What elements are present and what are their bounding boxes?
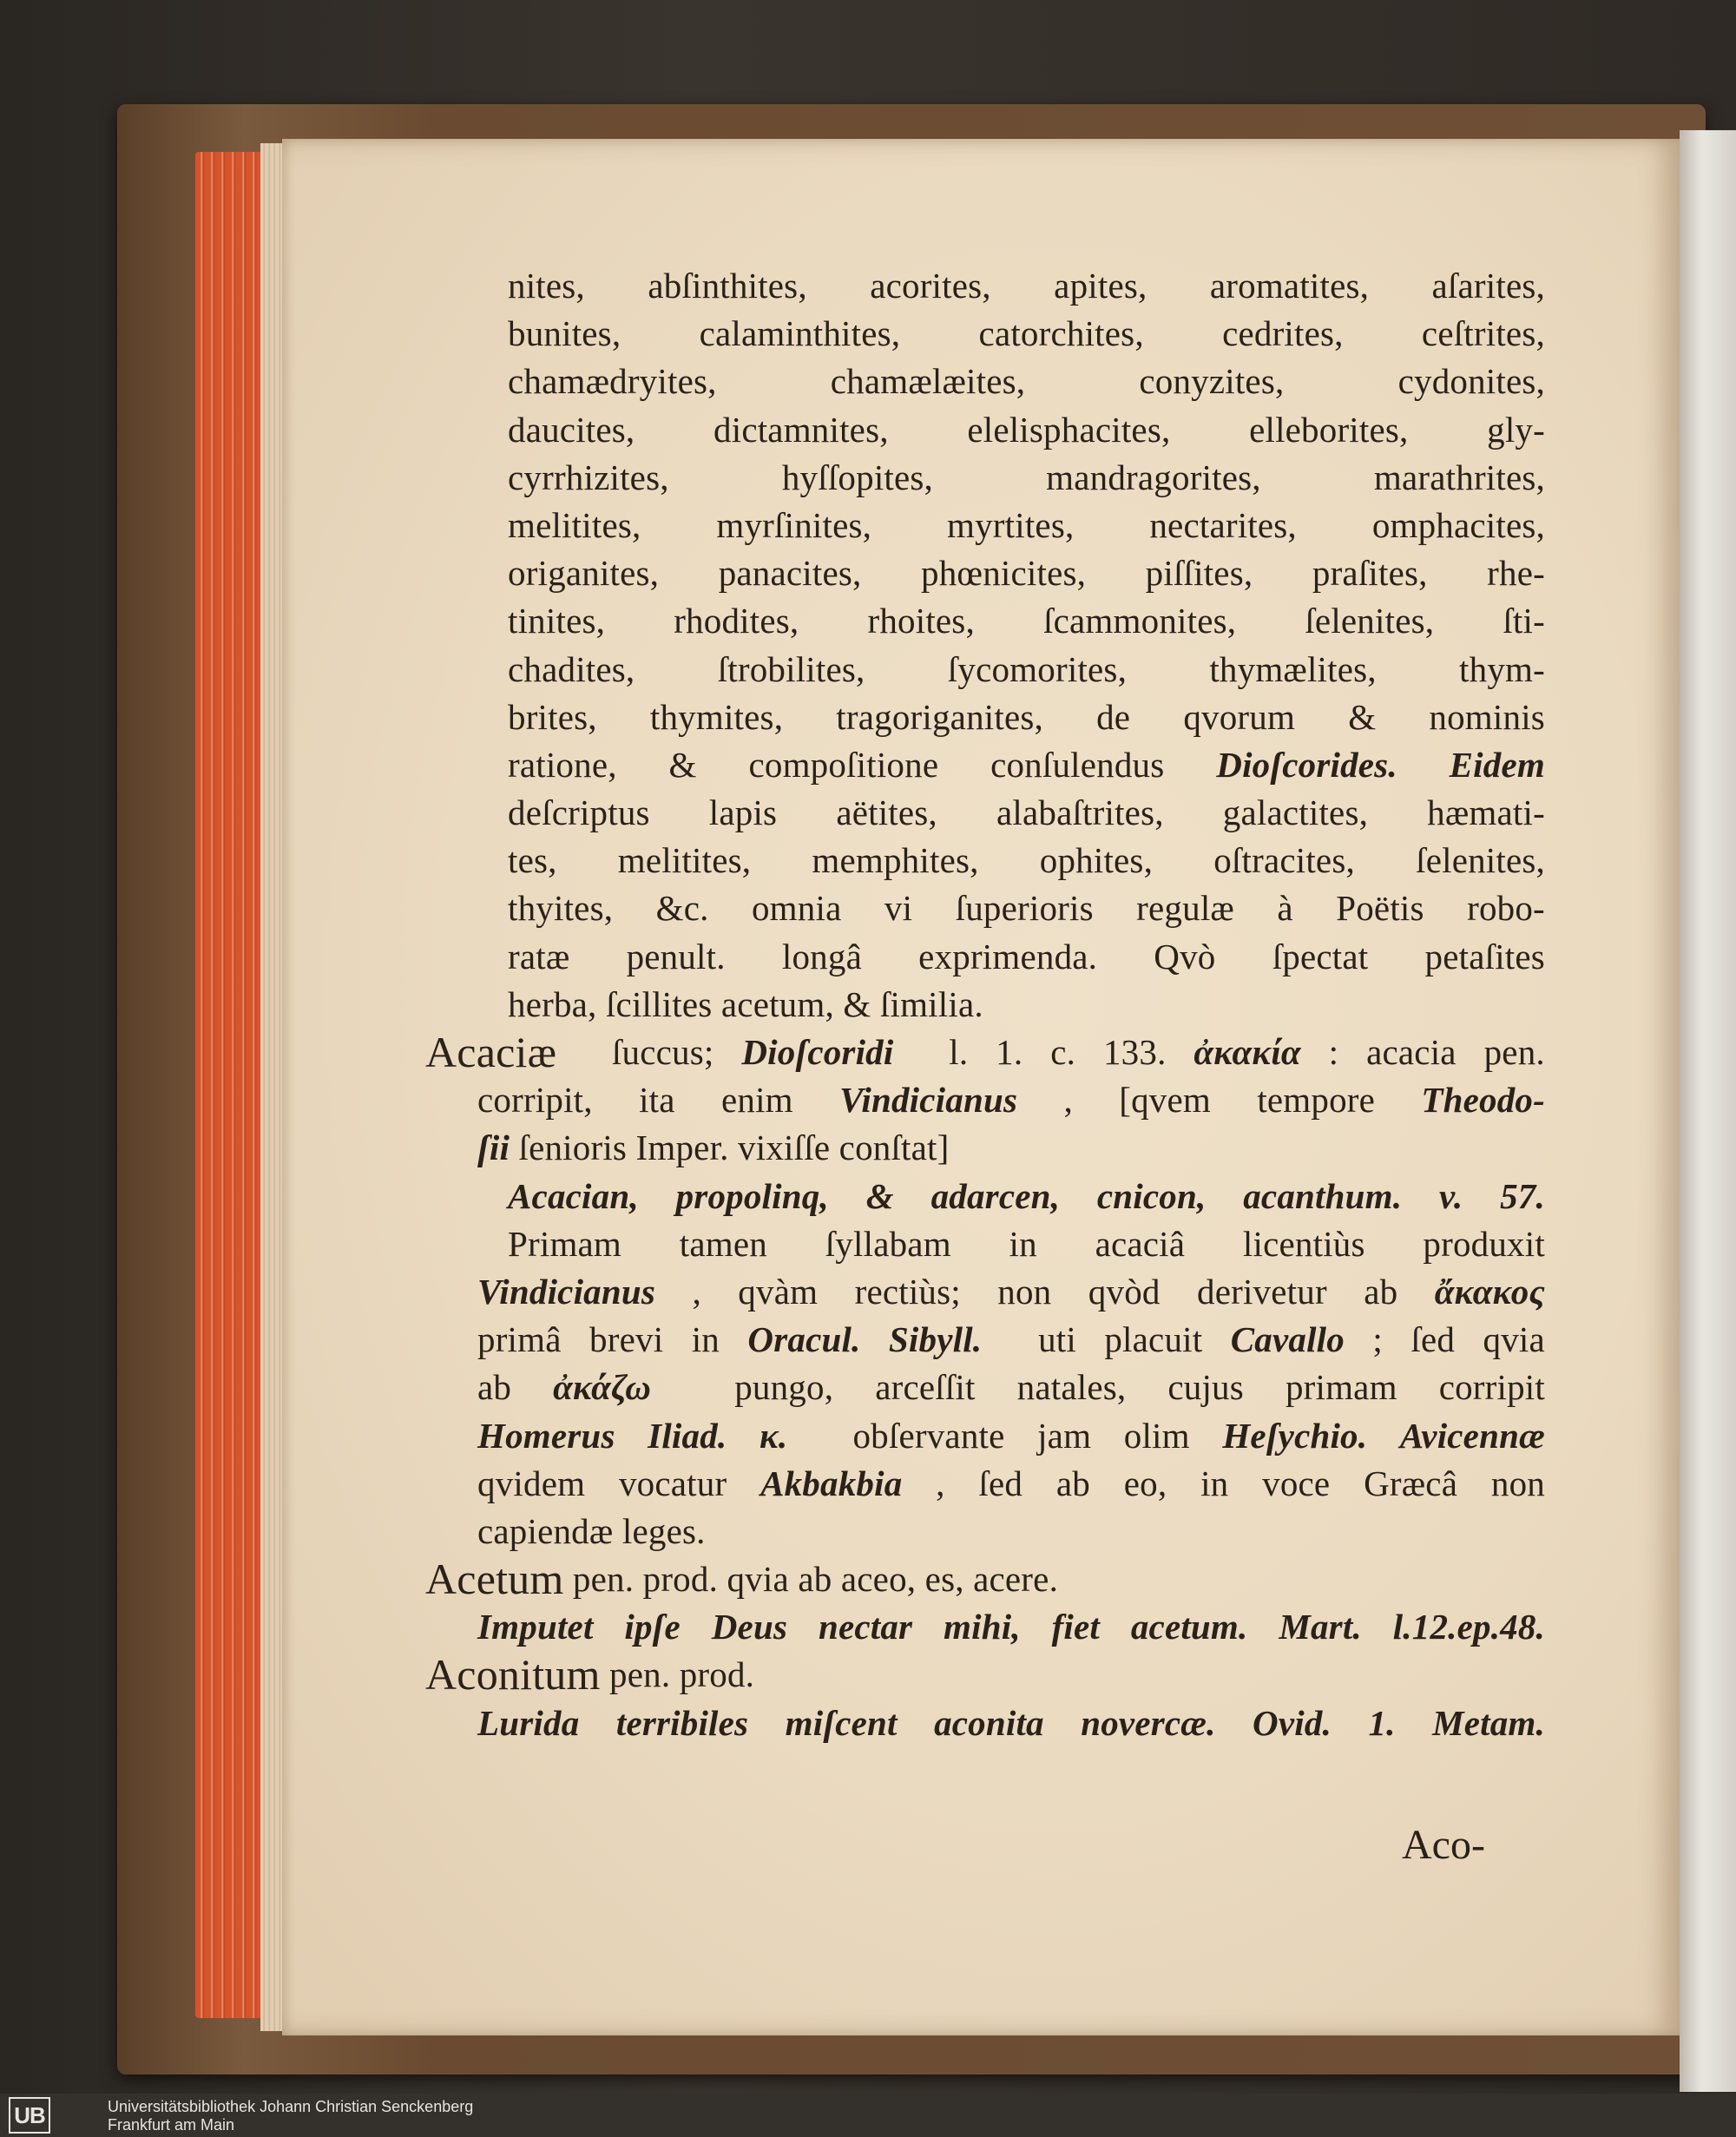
text-word: ſycomorites, [947,648,1128,689]
text-word: in [1009,1223,1037,1264]
text-word: ceſtrites, [1421,313,1545,354]
text-word: thyites, [508,888,614,929]
text-word: ; [1372,1319,1383,1360]
text-word: ſtrobilites, [717,648,865,689]
text-line [425,789,1545,837]
text-word: à [1277,888,1293,929]
text-word: vocatur [618,1463,727,1503]
text-word: piſſites, [1145,553,1253,594]
text-word: κ. [759,1415,788,1456]
text-word: panacites, [718,553,862,594]
text-word: Metam. [1432,1702,1545,1743]
text-word: aconita [934,1702,1044,1743]
text-word: thymites, [649,696,784,737]
text-word: aſarites, [1431,266,1545,306]
text-word: acaciâ [1095,1223,1186,1264]
text-word: vi [884,888,913,929]
text-word: ſpectat [1272,936,1369,976]
text-word: mihi, [944,1607,1021,1647]
text-word: thymælites, [1209,648,1377,689]
text-word: 1. [996,1032,1023,1072]
text-line [425,1220,1545,1268]
text-line [425,933,1545,981]
text-word: Theodo- [1421,1080,1545,1121]
text-word: novercæ. [1081,1702,1216,1743]
text-word: eo, [1123,1463,1167,1503]
text-word: bunites, [508,313,621,354]
text-word: v. [1438,1175,1463,1216]
text-word: longâ [781,936,862,976]
text-word: brevi [589,1319,664,1360]
text-word: acanthum. [1243,1175,1403,1216]
text-segment: capiendæ leges. [477,1510,706,1551]
text-word: myrtites, [947,504,1075,545]
text-word: ſed [1410,1319,1456,1360]
text-word: Vindicianus [477,1271,656,1312]
text-word: marathrites, [1373,457,1545,497]
text-word: tes, [508,840,557,881]
text-word: , [692,1271,701,1312]
text-word: 57. [1500,1175,1545,1216]
text-line [425,1651,1545,1699]
text-word: l. [949,1032,969,1072]
text-word: melitites, [617,840,752,881]
text-word: galactites, [1222,792,1369,833]
text-word: omphacites, [1371,504,1545,545]
text-word: pen. [1483,1032,1545,1072]
text-word: aëtites, [836,792,937,833]
text-word: hæmati- [1427,792,1545,833]
text-word: nectar [818,1607,913,1647]
text-word: Imputet [477,1607,594,1647]
text-line [425,1412,1545,1460]
text-word: elleborites, [1249,409,1409,450]
text-line [425,1268,1545,1316]
text-word: arceſſit [875,1367,976,1408]
text-word: miſcent [785,1702,898,1743]
text-word: qvidem [477,1463,586,1503]
text-word: Cavallo [1230,1319,1345,1360]
text-word: non [997,1271,1052,1312]
text-word: corripit [1438,1367,1545,1408]
text-segment: ſii [477,1128,510,1168]
text-word: qvòd [1088,1271,1161,1312]
text-word: alabaſtrites, [996,792,1164,833]
text-word: ophites, [1039,840,1154,881]
text-word: acacia [1366,1032,1457,1072]
text-line [425,837,1545,884]
text-word: memphites, [812,840,979,881]
text-word: deſcriptus [508,792,650,833]
text-word: 1. [1368,1702,1396,1743]
text-line [425,358,1545,405]
text-word: ſuccus; [611,1032,714,1072]
text-word: Oracul. [747,1319,861,1360]
text-word: Iliad. [648,1415,727,1456]
text-word: , [1063,1080,1073,1121]
text-word: tinites, [508,601,606,641]
text-word: in [691,1319,720,1360]
text-word: Heſychio. [1222,1415,1368,1456]
text-word: phœnicites, [921,553,1087,594]
text-word: cnicon, [1096,1175,1207,1216]
text-word: propolinq, [675,1175,829,1216]
text-word: acetum. [1130,1607,1248,1647]
text-line [425,1364,1545,1411]
text-word: ſelenites, [1416,840,1545,881]
text-word: , [936,1463,945,1503]
text-word: ſcammonites, [1043,601,1237,641]
text-line [425,310,1545,358]
text-line [425,741,1545,789]
text-word: tempore [1257,1080,1376,1121]
text-word: thym- [1459,648,1545,689]
text-word: regulæ [1136,888,1234,929]
text-word: rhoites, [867,601,975,641]
text-word: aromatites, [1209,266,1370,306]
text-word: origanites, [508,553,660,594]
text-word: melitites, [508,504,641,545]
text-word: 133. [1102,1032,1167,1072]
text-word: ſed [978,1463,1023,1503]
text-word: non [1490,1463,1545,1503]
text-word: voce [1262,1463,1331,1503]
text-word: Poëtis [1336,888,1424,929]
ub-logo-mark: UB [9,2097,50,2134]
text-word: gly- [1487,409,1545,450]
text-word: ita [639,1080,675,1121]
text-segment: Acetum [425,1555,564,1604]
text-line [425,1124,1545,1172]
text-word: compoſitione [748,744,939,785]
text-word: corripit, [477,1080,593,1121]
text-word: ab [477,1367,512,1408]
text-word: Avicennæ [1399,1415,1545,1456]
text-word: cedrites, [1222,313,1344,354]
text-word: placuit [1104,1319,1203,1360]
text-word: Dioſcoridi [741,1032,894,1072]
text-word: daucites, [508,409,635,450]
text-word: penult. [626,936,726,976]
text-line [425,502,1545,549]
text-word: adarcen, [930,1175,1061,1216]
text-word: Lurida [477,1702,580,1743]
text-word: Primam [508,1223,622,1264]
text-word: fiet [1051,1607,1101,1647]
text-line [425,1460,1545,1508]
text-segment: pen. prod. qvia ab aceo, es, acere. [563,1559,1059,1600]
text-word: ἄκακος [1434,1271,1545,1312]
text-word: ſti- [1503,601,1545,641]
text-word: c. [1050,1032,1076,1072]
text-word: Ovid. [1253,1702,1332,1743]
text-word: nominis [1429,696,1545,737]
library-name [108,2098,473,2134]
page-text [425,262,1545,1747]
text-word: rhodites, [674,601,799,641]
text-word: Græcâ [1364,1463,1458,1503]
text-word: ἀκάζω [553,1367,652,1408]
text-word: & [668,744,697,785]
text-word: derivetur [1197,1271,1327,1312]
text-word: ratæ [508,936,570,976]
text-word: petaſites [1424,936,1545,976]
text-line [425,1316,1545,1364]
text-word: Mart. [1279,1607,1362,1647]
text-word: natales, [1016,1367,1127,1408]
text-line [425,549,1545,597]
text-word: primam [1285,1367,1397,1408]
text-word: tamen [679,1223,767,1264]
text-line [425,694,1545,741]
text-word: nites, [508,266,585,306]
text-word: &c. [655,888,709,929]
text-word: obſervante [852,1415,1005,1456]
text-word: Dioſcorides. [1216,744,1397,785]
text-word: praſites, [1312,553,1428,594]
glass-plate-edge [1680,130,1736,2092]
text-line [425,1029,1545,1076]
text-word: & [1348,696,1377,737]
text-segment: pen. prod. [600,1654,755,1695]
text-line [425,1555,1545,1603]
text-word: nectarites, [1149,504,1297,545]
text-word: catorchites, [978,313,1144,354]
text-line [425,1076,1545,1124]
text-word: chadites, [508,648,635,689]
text-word: Acacian, [508,1175,639,1216]
text-word: ſelenites, [1305,601,1435,641]
text-word: Acaciæ [425,1028,557,1076]
text-word: terribiles [615,1702,749,1743]
text-word: Homerus [477,1415,615,1456]
ub-logo [9,2099,50,2132]
text-line [425,1603,1545,1651]
text-word: olim [1123,1415,1190,1456]
text-word: Akbakbia [760,1463,903,1503]
text-line [425,454,1545,502]
text-word: omnia [751,888,842,929]
text-word: l.12.ep.48. [1392,1607,1545,1647]
text-word: ſyllabam [825,1223,951,1264]
text-word: Eidem [1449,744,1545,785]
text-segment: Aconitum [425,1650,601,1700]
text-line [425,1508,1545,1555]
text-word: chamædryites, [508,361,717,402]
text-word: jam [1037,1415,1092,1456]
text-word: mandragorites, [1046,457,1261,497]
text-word: qvorum [1183,696,1296,737]
text-word: apites, [1054,266,1147,306]
text-word: [qvem [1119,1080,1211,1121]
text-word: qvia [1483,1319,1545,1360]
text-word: produxit [1423,1223,1545,1264]
text-line [425,262,1545,310]
text-word: & [865,1175,894,1216]
text-word: dictamnites, [713,409,889,450]
text-word: Vindicianus [839,1080,1018,1121]
library-footer [0,2094,1736,2137]
text-segment: herba, ſcillites acetum, & ſimilia. [508,983,983,1024]
text-line [425,406,1545,454]
catchword: Aco- [1402,1822,1485,1868]
text-word: conſulendus [990,744,1165,785]
text-line [425,1173,1545,1220]
library-name-line1: Universitätsbibliothek Johann Christian Senckenberg [108,2098,474,2115]
text-word: ratione, [508,744,617,785]
text-line [425,884,1545,932]
text-word: oſtracites, [1213,840,1355,881]
library-name-line2: Frankfurt am Main [108,2116,235,2134]
text-word: enim [720,1080,793,1121]
text-word: chamælæites, [830,361,1026,402]
text-word: acorites, [870,266,991,306]
text-word: cyrrhizites, [508,457,669,497]
text-word: de [1096,696,1131,737]
text-line [425,646,1545,694]
text-word: hyſſopites, [781,457,934,497]
text-word: ἀκακία [1194,1032,1301,1072]
text-word: rectiùs; [854,1271,961,1312]
text-word: ſuperioris [955,888,1094,929]
text-word: ipſe [624,1607,681,1647]
text-word: Deus [711,1607,788,1647]
text-word: calaminthites, [699,313,901,354]
text-word: Sibyll. [888,1319,983,1360]
text-word: exprimenda. [918,936,1098,976]
text-word: qvàm [738,1271,819,1312]
text-word: conyzites, [1139,361,1285,402]
text-word: cydonites, [1397,361,1545,402]
text-word: primâ [477,1319,562,1360]
text-word: ab [1055,1463,1090,1503]
text-word: ab [1364,1271,1398,1312]
text-line [425,1700,1545,1747]
text-word: rhe- [1487,553,1545,594]
text-line [425,981,1545,1029]
text-word: lapis [708,792,778,833]
text-word: robo- [1467,888,1545,929]
text-word: abſinthites, [648,266,807,306]
text-word: in [1200,1463,1229,1503]
text-word: licentiùs [1242,1223,1365,1264]
text-word: myrſinites, [716,504,872,545]
text-segment: ſenioris Imper. vixiſſe conſtat] [510,1128,950,1168]
text-word: : [1328,1032,1339,1072]
text-word: uti [1038,1319,1076,1360]
text-word: pungo, [734,1367,834,1408]
text-word: Qvò [1154,936,1216,976]
text-word: brites, [508,696,597,737]
text-word: cujus [1167,1367,1244,1408]
text-line [425,597,1545,645]
text-word: tragoriganites, [836,696,1043,737]
text-word: elelisphacites, [967,409,1171,450]
